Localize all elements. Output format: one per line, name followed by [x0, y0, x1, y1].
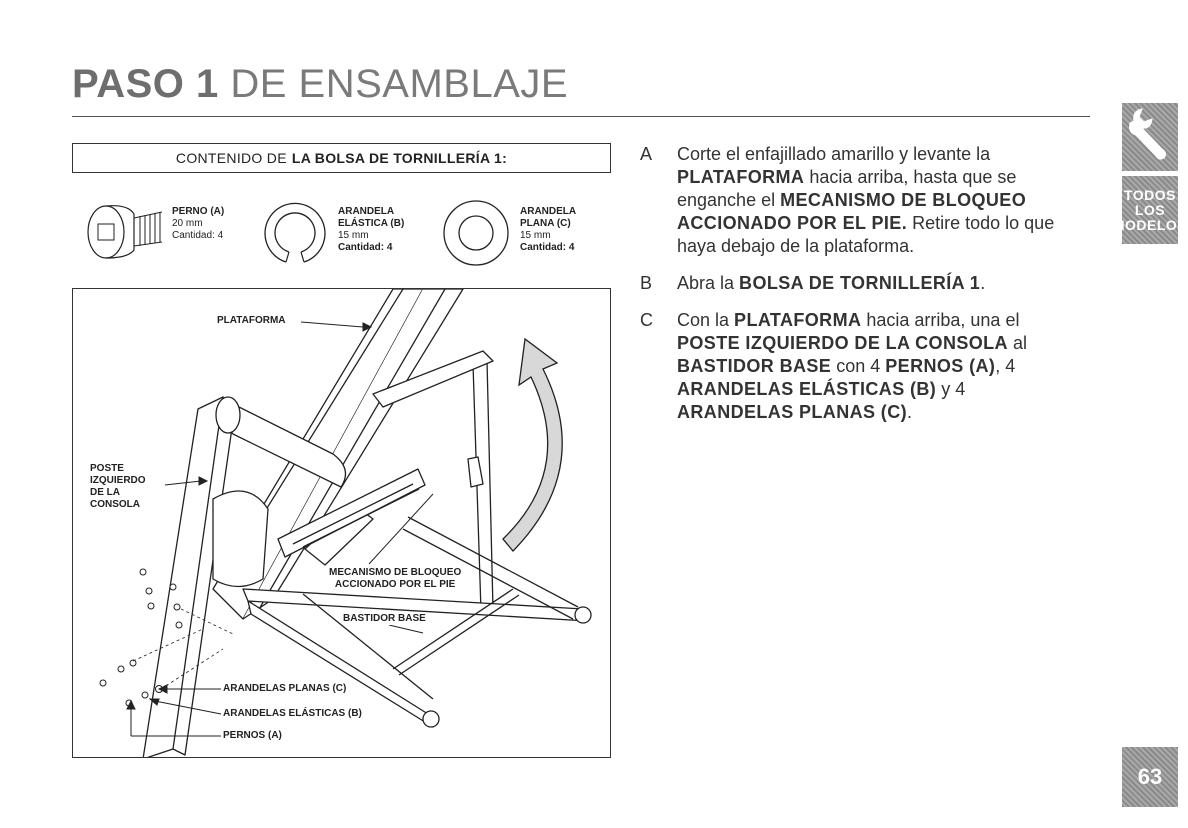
step-number: PASO 1	[72, 62, 219, 106]
instruction-steps	[640, 143, 1080, 438]
part-detail: Cantidad: 4	[172, 230, 224, 241]
step-run: Corte el enfajillado amarillo y levante la	[677, 144, 991, 164]
part-name: ARANDELA	[338, 206, 395, 217]
label-bastidor: BASTIDOR BASE	[343, 613, 426, 624]
part-detail: 20 mm	[172, 218, 203, 229]
step-highlight: POSTE IZQUIERDO DE LA CONSOLA	[677, 333, 1008, 353]
step-run: Retire todo lo que haya debajo de la plataforma.	[677, 213, 1055, 256]
part-detail: 15 mm	[520, 230, 551, 241]
step-item	[640, 272, 1080, 295]
bag-label: CONTENIDO DE	[175, 150, 287, 166]
step-run: al	[1007, 333, 1027, 353]
step-highlight: MECANISMO DE BLOQUEO ACCIONADO POR EL PIE.	[677, 190, 1027, 233]
step-run: hacia arriba, una el	[861, 310, 1020, 330]
step-run: .	[907, 402, 913, 422]
step-highlight: ARANDELAS PLANAS (C)	[677, 402, 907, 422]
bag-name: LA BOLSA DE TORNILLERÍA 1:	[291, 150, 508, 166]
assembly-figure	[72, 288, 611, 758]
part-split-washer	[338, 206, 404, 254]
label-line: IZQUIERDO	[90, 475, 146, 486]
step-text	[677, 309, 1080, 424]
step-highlight: PLATAFORMA	[677, 167, 805, 187]
page-number: 63	[1137, 764, 1163, 789]
label-line: MECANISMO DE BLOQUEO	[329, 567, 462, 578]
tab-text: LOS	[1134, 201, 1166, 218]
step-item	[640, 143, 1080, 258]
step-highlight: BASTIDOR BASE	[677, 356, 832, 376]
lift-arrow-icon	[503, 339, 562, 551]
split-washer-icon	[256, 198, 334, 268]
part-detail: ELÁSTICA (B)	[338, 218, 405, 229]
step-run: , 4	[995, 356, 1016, 376]
label-line: DE LA	[90, 487, 120, 498]
label-pernos: PERNOS (A)	[223, 730, 282, 741]
step-highlight: PLATAFORMA	[734, 310, 862, 330]
part-flat-washer	[520, 206, 576, 254]
step-letter: C	[640, 310, 653, 330]
step-run: .	[980, 273, 986, 293]
hardware-bag-header	[72, 143, 611, 173]
part-name: ARANDELA	[520, 206, 577, 217]
label-poste	[90, 463, 146, 511]
label-line: CONSOLA	[90, 499, 140, 510]
wrench-icon	[1122, 103, 1178, 171]
part-name: PERNO (A)	[172, 206, 225, 217]
label-line: ACCIONADO POR EL PIE	[334, 579, 456, 590]
title-rest: DE ENSAMBLAJE	[230, 62, 569, 106]
step-letter: B	[640, 273, 653, 293]
all-models-tab[interactable]	[1112, 176, 1188, 244]
part-detail: 15 mm	[338, 230, 369, 241]
step-text	[677, 143, 1080, 258]
step-highlight: ARANDELAS ELÁSTICAS (B)	[677, 379, 937, 399]
step-run: hacia arriba, hasta que se enganche el	[677, 167, 1017, 210]
flat-washer-icon	[440, 198, 516, 268]
part-detail: PLANA (C)	[520, 218, 571, 229]
bolt-icon	[84, 196, 166, 266]
part-detail: Cantidad: 4	[520, 242, 575, 253]
step-run: Abra la	[677, 273, 740, 293]
tab-text: TODOS	[1123, 186, 1177, 203]
step-item	[640, 309, 1080, 424]
label-arandelas-elasticas: ARANDELAS ELÁSTICAS (B)	[223, 708, 362, 719]
step-highlight: BOLSA DE TORNILLERÍA 1	[739, 273, 981, 293]
part-detail: Cantidad: 4	[338, 242, 393, 253]
label-mecanismo	[329, 567, 461, 591]
label-line: POSTE	[90, 463, 124, 474]
step-run: con 4	[831, 356, 886, 376]
label-arandelas-planas: ARANDELAS PLANAS (C)	[223, 683, 347, 694]
step-run: y 4	[936, 379, 966, 399]
title-rule	[72, 116, 1090, 117]
page-number-tab	[1122, 747, 1178, 807]
page-title	[72, 62, 568, 107]
step-run: Con la	[677, 310, 735, 330]
step-letter: A	[640, 144, 653, 164]
part-bolt	[172, 206, 224, 242]
step-text	[677, 272, 1080, 295]
tab-text: MODELOS	[1112, 216, 1188, 233]
step-highlight: PERNOS (A)	[885, 356, 996, 376]
label-plataforma: PLATAFORMA	[217, 315, 286, 326]
tools-tab[interactable]	[1122, 103, 1178, 171]
